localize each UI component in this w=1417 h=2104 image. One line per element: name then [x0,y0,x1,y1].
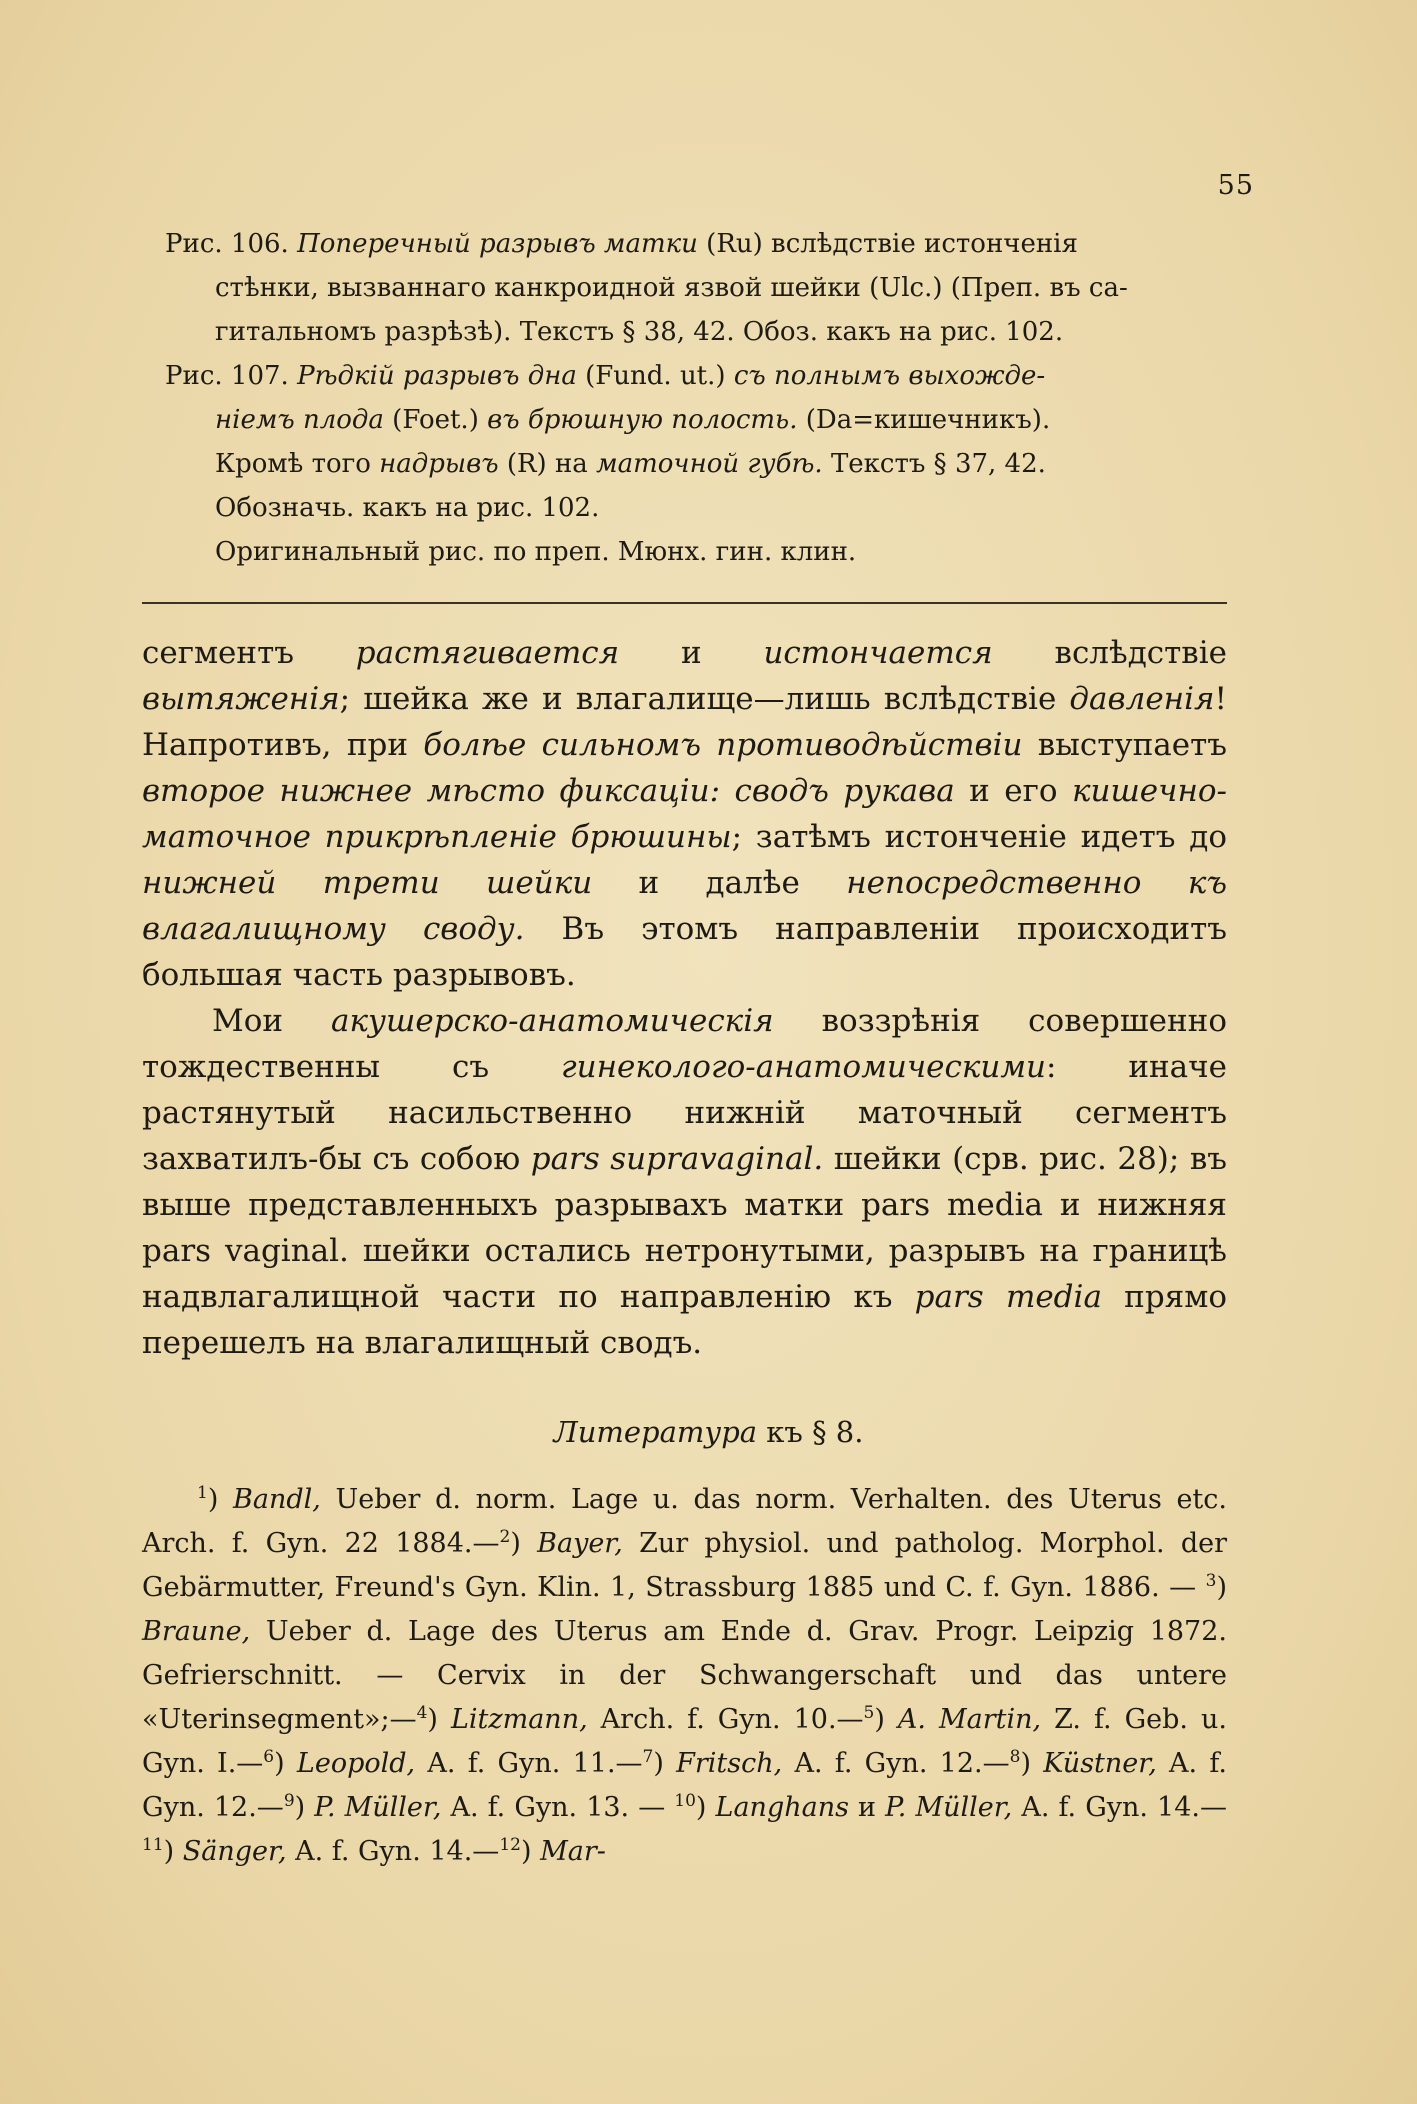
ref-author: P. Müller, [885,1792,1013,1823]
ref-author: Sänger, [182,1836,287,1867]
literature-heading: Литература къ § 8. [553,1415,864,1449]
reference-list: $^1$) Bandl, Ueber d. norm. Lage u. das norm. Verhalten. des Uterus etc. Arch. f. Gyn. 22 1884.—$^2$) Bayer, Zur physiol. und patholog. Morphol. der Gebärmutter, Freund's Gyn. Klin. 1, Strassburg 1885 und C. f. Gyn. 1886. — $^3$) Braune, Ueber d. Lage des Uterus am Ende d. Grav. Progr. Leipzig 1872. Gefrierschnitt. — Cervix in der Schwangerschaft und das untere «Uterinsegment»;—$^4$) Litzmann, Arch. f. Gyn. 10.—$^5$) A. Martin, Z. f. Geb. u. Gyn. I.—$^6$) Leopold, A. f. Gyn. 11.—$^7$) Fritsch, A. f. Gyn. 12.—$^8$) Küstner, A. f. Gyn. 12.—$^9$) P. Müller, A. f. Gyn. 13. — $^{10}$) Langhans и P. Müller, A. f. Gyn. 14.—$^{11}$) Sänger, A. f. Gyn. 14.—$^{12}$) Mar- [142,1483,1228,1867]
ref-author: Litzmann, [450,1704,588,1735]
ref-author: Braune, [142,1616,251,1647]
caption-label: Рис. 106. [165,229,289,259]
paragraph-2: Мои акушерско-анатомическія воззрѣнія совершенно тождественны съ гинеколого-анатомическими: иначе растянутый насильственно нижній маточный сегментъ захватилъ-бы съ собою pars supravaginal. шейки (срв. рис. 28); въ выше представленныхъ разрывахъ матки pars media и нижняя pars vaginal. шейки остались нетронутыми, разрывъ на границѣ надвлагалищной части по направленію къ pars media прямо перешелъ на влагалищный сводъ. [142,1003,1227,1361]
ref-author: Bandl, [233,1484,321,1515]
ref-author: P. Müller, [314,1792,442,1823]
ref-author: Fritsch, [676,1748,783,1779]
section-divider [142,602,1227,604]
caption-title: Рѣдкій разрывъ дна [297,361,577,391]
ref-author: Küstner, [1043,1748,1157,1779]
paragraph-1: сегментъ растягивается и истончается вслѣдствіе вытяженія; шейка же и влагалище—лишь вслѣдствіе давленія! Напротивъ, при болѣе сильномъ противодѣйствіи выступаетъ второе нижнее мѣсто фиксаціи: сводъ рукава и его кишечно-маточное прикрѣпленіе брюшины; затѣмъ истонченіе идетъ до нижней трети шейки и далѣе непосредственно къ влагалищному своду. Въ этомъ направленіи происходитъ большая часть разрывовъ. [142,635,1227,993]
figure-caption-107: Рис. 107. Рѣдкій разрывъ дна (Fund. ut.) съ полнымъ выхожде- ніемъ плода (Foet.) въ брюшную полость. (Da=кишечникъ). Кромѣ того надрывъ (R) на маточной губѣ. Текстъ § 37, 42. Обозначь. какъ на рис. 102. Оригинальный рис. по преп. Мюнх. гин. клин. [165,361,1051,567]
caption-title: Поперечный разрывъ матки [297,229,698,259]
ref-author: A. Martin, [897,1704,1042,1735]
ref-author: Langhans [715,1792,849,1823]
main-text [142,630,1227,1366]
ref-author: Leopold, [296,1748,416,1779]
ref-author: Bayer, [537,1528,623,1559]
ref-author: Mar- [540,1836,606,1867]
caption-label: Рис. 107. [165,361,289,391]
figure-caption-106: Рис. 106. Поперечный разрывъ матки (Ru) вслѣдствіе истонченія стѣнки, вызваннаго канкроидной язвой шейки (Ulc.) (Преп. въ са- гитальномъ разрѣзѣ). Текстъ § 38, 42. Обоз. какъ на рис. 102. [165,229,1128,347]
page-number: 55 [1217,170,1254,201]
